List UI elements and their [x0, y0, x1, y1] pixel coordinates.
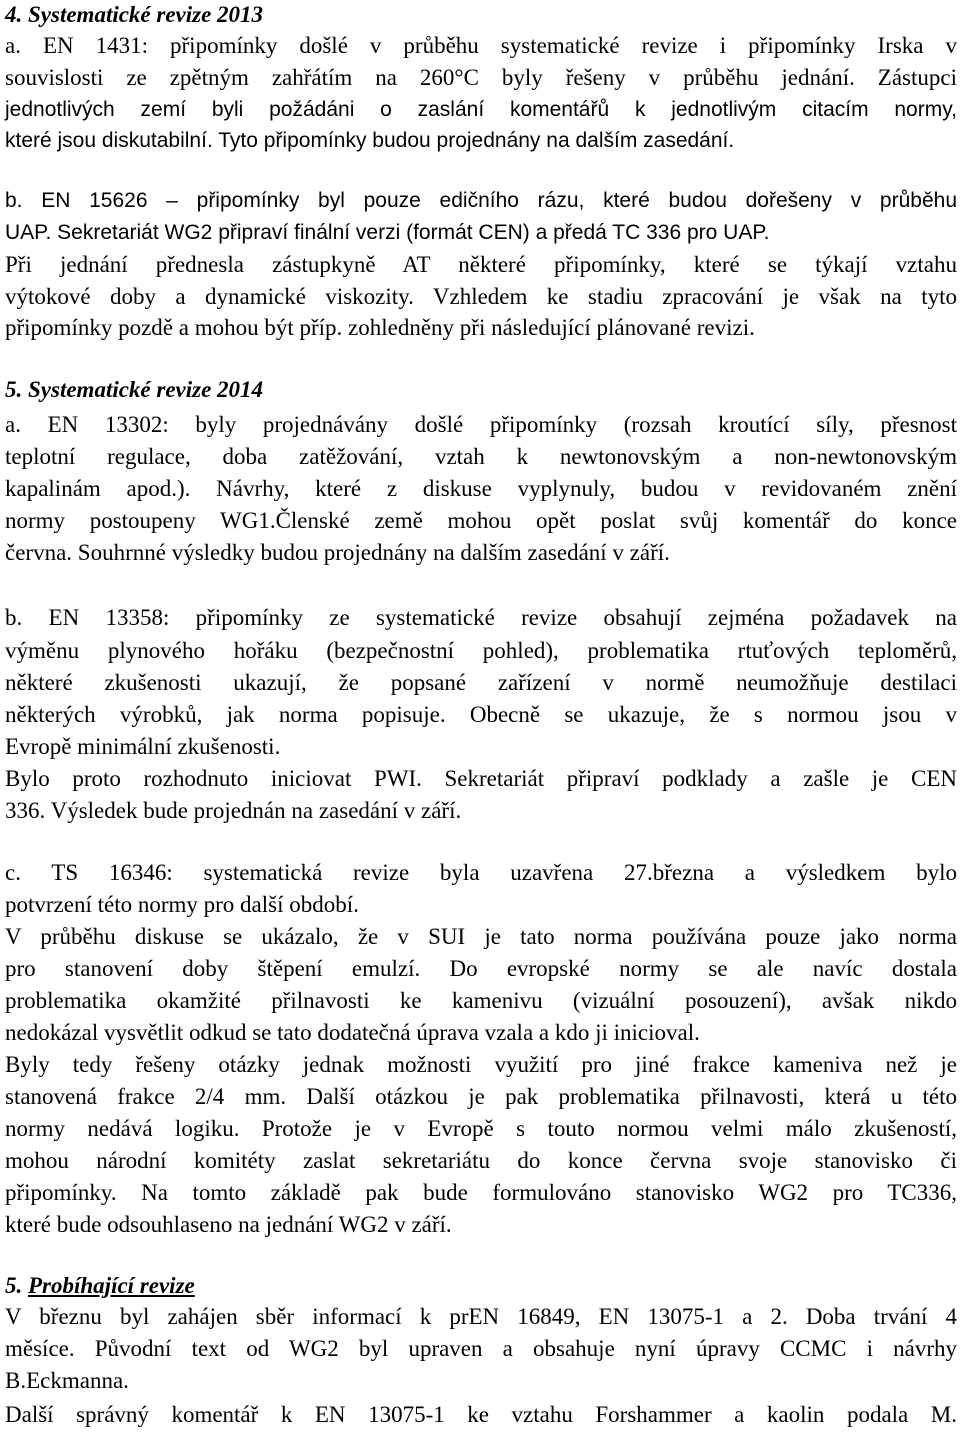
text-line: nedokázal vysvětlit odkud se tato dodatečná úprava vzala a kdo ji inicioval.	[5, 1020, 700, 1045]
text-line: normy nedává logiku. Protože je v Evropě s touto normou velmi málo zkušeností,	[5, 1116, 957, 1141]
text-line: června. Souhrnné výsledky budou projednány na dalším zasedání v září.	[5, 540, 670, 565]
text-line: které bude odsouhlaseno na jednání WG2 v září.	[5, 1212, 452, 1237]
text-line: V průběhu diskuse se ukázalo, že v SUI je tato norma používána pouze jako norma	[5, 924, 957, 949]
text-line: Evropě minimální zkušenosti.	[5, 734, 281, 759]
section-title: Systematické revize 2013	[28, 2, 264, 27]
text-line: stanovená frakce 2/4 mm. Další otázkou je pak problematika přilnavosti, která u této	[5, 1084, 957, 1109]
text-line: měsíce. Původní text od WG2 byl upraven a obsahuje nyní úpravy CCMC i návrhy	[5, 1336, 957, 1361]
section-number: 5.	[5, 377, 28, 402]
text-line: které jsou diskutabilní. Tyto připomínky budou projednány na dalším zasedání.	[5, 129, 735, 152]
text-line: normy postoupeny WG1.Členské země mohou opět poslat svůj komentář do konce	[5, 508, 957, 533]
text-line: a. EN 1431: připomínky došlé v průběhu systematické revize i připomínky Irska v	[5, 33, 957, 58]
text-line: Další správný komentář k EN 13075-1 ke vztahu Forshammer a kaolin podala M.	[5, 1402, 957, 1427]
text-line: b. EN 15626 – připomínky byl pouze edičního rázu, které budou dořešeny v průběhu	[5, 189, 957, 212]
text-line: V březnu byl zahájen sběr informací k prEN 16849, EN 13075-1 a 2. Doba trvání 4	[5, 1304, 957, 1329]
text-line: a. EN 13302: byly projednávány došlé připomínky (rozsah kroutící síly, přesnost	[5, 412, 957, 437]
text-line: Byly tedy řešeny otázky jednak možnosti využití pro jiné frakce kameniva než je	[5, 1052, 957, 1077]
text-line: mohou národní komitéty zaslat sekretariátu do konce června svoje stanovisko či	[5, 1148, 957, 1173]
section-title: Systematické revize 2014	[28, 377, 264, 402]
text-line: výtokové doby a dynamické viskozity. Vzhledem ke stadiu zpracování je však na tyto	[5, 284, 957, 309]
text-line: 336. Výsledek bude projednán na zasedání v září.	[5, 798, 462, 823]
text-line: výměnu plynového hořáku (bezpečnostní pohled), problematika rtuťových teploměrů,	[5, 638, 957, 663]
text-line: pro stanovení doby štěpení emulzí. Do evropské normy se ale navíc dostala	[5, 956, 957, 981]
section-number: 4.	[5, 2, 28, 27]
text-line: potvrzení této normy pro další období.	[5, 892, 359, 917]
text-line: B.Eckmanna.	[5, 1368, 129, 1393]
text-line: b. EN 13358: připomínky ze systematické revize obsahují zejména požadavek na	[5, 605, 957, 630]
text-line: problematika okamžité přilnavosti ke kamenivu (vizuální posouzení), avšak nikdo	[5, 988, 957, 1013]
text-line: Bylo proto rozhodnuto iniciovat PWI. Sekretariát připraví podklady a zašle je CEN	[5, 766, 957, 791]
text-line: některé zkušenosti ukazují, že popsané zařízení v normě neumožňuje destilaci	[5, 670, 957, 695]
text-line: souvislosti ze zpětným zahřátím na 260°C byly řešeny v průběhu jednání. Zástupci	[5, 65, 957, 90]
text-line: c. TS 16346: systematická revize byla uzavřena 27.března a výsledkem bylo	[5, 860, 957, 885]
text-line: Při jednání přednesla zástupkyně AT některé připomínky, které se týkají vztahu	[5, 252, 957, 277]
text-line: některých výrobků, jak norma popisuje. Obecně se ukazuje, že s normou jsou v	[5, 702, 957, 727]
section-title: Probíhající revize	[28, 1273, 195, 1298]
text-line: kapalinám apod.). Návrhy, které z diskuse vyplynuly, budou v revidovaném znění	[5, 476, 957, 501]
text-line: připomínky pozdě a mohou být příp. zohledněny při následující plánované revizi.	[5, 315, 755, 340]
text-line: připomínky. Na tomto základě pak bude formulováno stanovisko WG2 pro TC336,	[5, 1180, 957, 1205]
text-line: UAP. Sekretariát WG2 připraví finální verzi (formát CEN) a předá TC 336 pro UAP.	[5, 221, 770, 244]
section-heading	[5, 1271, 957, 1301]
section-heading	[5, 0, 957, 30]
section-number: 5.	[5, 1273, 28, 1298]
section-heading	[5, 375, 957, 405]
text-line: jednotlivých zemí byli požádáni o zaslání komentářů k jednotlivým citacím normy,	[5, 98, 957, 121]
text-line: teplotní regulace, doba zatěžování, vztah k newtonovským a non-newtonovským	[5, 444, 957, 469]
